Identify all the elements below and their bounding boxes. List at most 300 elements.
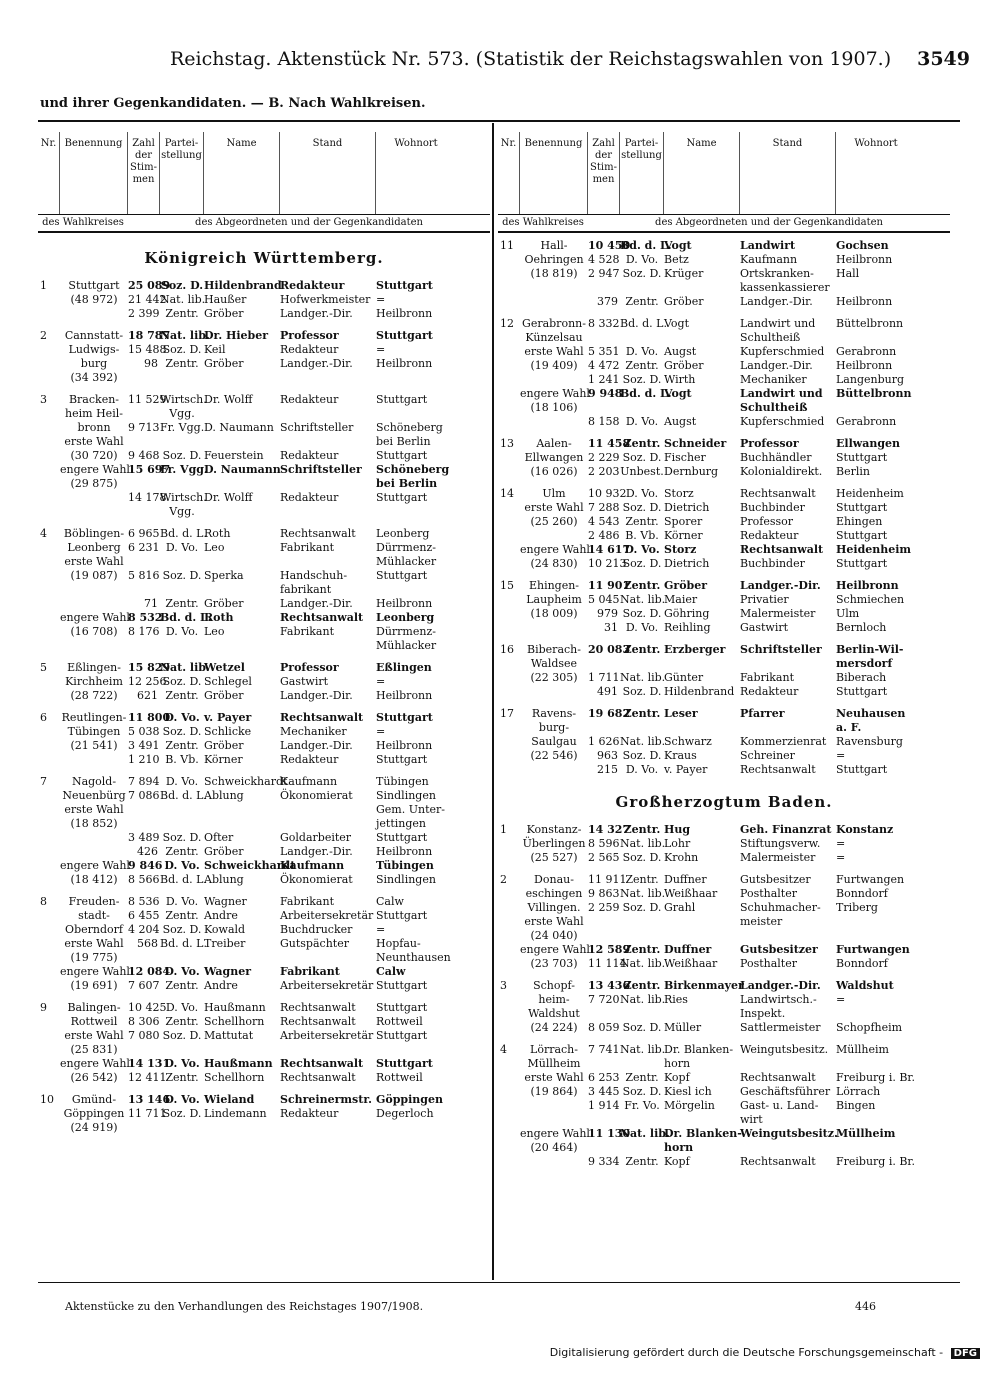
vote-count: 2 229: [588, 451, 620, 464]
district-nr: [38, 407, 60, 421]
vote-count: 11 458: [588, 437, 631, 450]
vote-count: [128, 951, 160, 965]
occupation: Rechtsanwalt: [280, 1015, 356, 1028]
candidate-name: [204, 371, 280, 385]
hdr-stand: Stand: [280, 132, 376, 214]
party: D. Vo.: [164, 965, 200, 978]
table-row: [498, 1057, 950, 1071]
table-header-right: [498, 132, 950, 215]
vote-count: 18 787: [128, 329, 171, 342]
district-name: (24 919): [70, 1121, 118, 1134]
district-name: (25 527): [530, 851, 578, 864]
table-row: [38, 859, 490, 873]
vote-count: 979: [597, 607, 618, 620]
residence: Sindlingen: [376, 789, 436, 802]
party: Zentr.: [625, 359, 659, 372]
district-nr: [38, 435, 60, 449]
district-nr: [498, 267, 520, 281]
candidate-name: Schellhorn: [204, 1071, 265, 1084]
party: B. Vb.: [625, 529, 659, 542]
party: D. Vo.: [164, 1057, 200, 1070]
district-nr: [498, 721, 520, 735]
vote-count: 7 086: [128, 789, 160, 802]
district-name: (25 831): [70, 1043, 118, 1056]
district-name: Lörrach-: [530, 1043, 578, 1056]
residence: [376, 1121, 456, 1135]
residence: Calw: [376, 895, 404, 908]
table-row: [38, 951, 490, 965]
district-name: (23 703): [530, 957, 578, 970]
table-row: [498, 851, 950, 865]
residence: Heilbronn: [376, 689, 433, 702]
district-name: eschingen: [525, 887, 583, 900]
vote-count: 4 543: [588, 515, 620, 528]
district-name: (19 775): [70, 951, 118, 964]
vote-count: [128, 555, 160, 569]
occupation: [280, 1121, 376, 1135]
district-name: Eßlingen-: [67, 661, 121, 674]
candidate-name: Schlicke: [204, 725, 252, 738]
residence: [836, 401, 916, 415]
district-nr: [38, 307, 60, 321]
district-nr: [38, 611, 60, 625]
occupation: Posthalter: [740, 887, 797, 900]
table-row: [38, 937, 490, 951]
occupation: [280, 817, 376, 831]
residence: [376, 1043, 456, 1057]
residence: Büttelbronn: [836, 317, 904, 330]
district-name: (18 412): [70, 873, 118, 886]
candidate-name: Augst: [664, 415, 697, 428]
district-nr: [498, 515, 520, 529]
district-name: heim-: [538, 993, 570, 1006]
vote-count: [128, 371, 160, 385]
district-name: (16 708): [70, 625, 118, 638]
district-nr: [498, 401, 520, 415]
occupation: Posthalter: [740, 957, 797, 970]
occupation: [740, 929, 836, 943]
district-name: (22 546): [530, 749, 578, 762]
district-name: [60, 597, 128, 611]
party: [160, 803, 204, 817]
candidate-name: [664, 281, 740, 295]
table-row: [498, 657, 950, 671]
district-name: Nagold-: [71, 775, 117, 788]
district-nr: 14: [500, 487, 514, 500]
residence: Langenburg: [836, 373, 905, 386]
district-nr: 17: [500, 707, 514, 720]
vote-count: [588, 915, 620, 929]
candidate-name: Betz: [664, 253, 689, 266]
candidate-name: Feuerstein: [204, 449, 264, 462]
vote-count: 21 442: [128, 293, 167, 306]
party: Zentr.: [165, 1071, 199, 1084]
vote-count: 963: [597, 749, 618, 762]
occupation: Ökonomierat: [280, 873, 353, 886]
occupation: [280, 477, 376, 491]
candidate-name: Reihling: [664, 621, 711, 634]
vote-count: 3 445: [588, 1085, 620, 1098]
table-row: [38, 625, 490, 639]
party: Soz. D.: [622, 451, 662, 464]
occupation: Landger.-Dir.: [280, 845, 353, 858]
district-nr: 1: [500, 823, 507, 836]
residence: Ulm: [836, 607, 860, 620]
occupation: Rechtsanwalt: [740, 543, 824, 556]
table-row: [498, 515, 950, 529]
table-row: [38, 803, 490, 817]
vote-count: 11 911: [588, 873, 627, 886]
occupation: [280, 505, 376, 519]
occupation: [740, 721, 836, 735]
party: Vgg.: [169, 407, 195, 420]
district-nr: [38, 597, 60, 611]
district-name: Laupheim: [526, 593, 582, 606]
vote-count: 1 241: [588, 373, 620, 386]
residence: =: [836, 749, 846, 762]
vote-count: 8 059: [588, 1021, 620, 1034]
table-row: [498, 415, 950, 429]
district-nr: [38, 873, 60, 887]
party: [160, 555, 204, 569]
district-nr: [498, 671, 520, 685]
district-nr: [38, 845, 60, 859]
candidate-name: Andre: [204, 979, 238, 992]
table-row: [38, 909, 490, 923]
occupation: Kaufmann: [280, 775, 338, 788]
district-name: erste Wahl: [64, 555, 124, 568]
candidate-name: Erzberger: [664, 643, 726, 656]
residence: [836, 1113, 916, 1127]
district-name: engere Wahl: [60, 463, 130, 476]
occupation: Redakteur: [280, 1107, 339, 1120]
district-name: [60, 753, 128, 767]
party: Soz. D.: [162, 1029, 202, 1042]
district-name: Hall-: [540, 239, 568, 252]
candidate-name: [664, 657, 740, 671]
district-name: Waldsee: [530, 657, 578, 670]
vote-count: 6 965: [128, 527, 160, 540]
table-row: [498, 671, 950, 685]
occupation: Schriftsteller: [280, 463, 362, 476]
candidate-name: Dernburg: [664, 465, 719, 478]
candidate-name: [664, 1007, 740, 1021]
table-row: [38, 279, 490, 293]
party: [620, 721, 664, 735]
district-nr: [498, 685, 520, 699]
residence: Bonndorf: [836, 957, 888, 970]
vote-count: [588, 281, 620, 295]
vote-count: 12 589: [588, 943, 631, 956]
district-nr: 2: [500, 873, 507, 886]
residence: =: [836, 837, 846, 850]
party: Vgg.: [169, 505, 195, 518]
district-name: Aalen-: [536, 437, 572, 450]
vote-count: [588, 401, 620, 415]
candidate-name: Birkenmayer: [664, 979, 744, 992]
table-row: [38, 293, 490, 307]
table-row: [498, 707, 950, 721]
party: Nat. lib.: [620, 957, 666, 970]
district-name: Überlingen: [522, 837, 586, 850]
party: Zentr.: [623, 823, 661, 836]
candidate-name: Lohr: [664, 837, 691, 850]
candidate-name: Kopf: [664, 1155, 690, 1168]
residence: Bernloch: [836, 621, 887, 634]
vote-count: [128, 639, 160, 653]
party: Nat. lib.: [620, 837, 666, 850]
candidate-name: [204, 803, 280, 817]
candidate-name: Hildenbrand: [204, 279, 282, 292]
occupation: [740, 1057, 836, 1071]
vote-count: 621: [137, 689, 158, 702]
vote-count: 3 491: [128, 739, 160, 752]
vote-count: [588, 1141, 620, 1155]
district-nr: [38, 725, 60, 739]
district-nr: [38, 293, 60, 307]
table-row: [38, 789, 490, 803]
party: [620, 1113, 664, 1127]
candidate-name: Wirth: [664, 373, 696, 386]
table-row: [498, 359, 950, 373]
district-nr: [38, 831, 60, 845]
residence: Heilbronn: [836, 579, 899, 592]
candidate-name: Augst: [664, 345, 697, 358]
district-nr: [38, 555, 60, 569]
table-row: [498, 979, 950, 993]
candidate-name: Ries: [664, 993, 688, 1006]
district-name: (16 026): [530, 465, 578, 478]
party: Zentr.: [165, 1015, 199, 1028]
district-nr: [498, 1127, 520, 1141]
table-row: [498, 1141, 950, 1155]
occupation: Rechtsanwalt: [740, 763, 816, 776]
vote-count: 5 816: [128, 569, 160, 582]
residence: jettingen: [376, 817, 426, 830]
table-row: [38, 689, 490, 703]
residence: Freiburg i. Br.: [836, 1071, 915, 1084]
residence: Furtwangen: [836, 873, 905, 886]
district-nr: [498, 465, 520, 479]
candidate-name: Schweickhardt: [204, 859, 296, 872]
candidate-name: horn: [664, 1141, 694, 1154]
vote-count: 8 176: [128, 625, 160, 638]
party: Zentr.: [165, 307, 199, 320]
table-row: [38, 873, 490, 887]
residence: =: [376, 343, 386, 356]
candidate-name: Mattutat: [204, 1029, 254, 1042]
residence: Stuttgart: [376, 1057, 433, 1070]
vote-count: 7 288: [588, 501, 620, 514]
district-nr: [498, 621, 520, 635]
vote-count: 1 914: [588, 1099, 620, 1112]
vote-count: 9 948: [588, 387, 623, 400]
candidate-name: Ablung: [204, 789, 244, 802]
district-nr: [38, 371, 60, 385]
vote-count: 2 203: [588, 465, 620, 478]
occupation: Schreiner: [740, 749, 795, 762]
vote-count: [128, 407, 160, 421]
vote-count: 12 256: [128, 675, 167, 688]
vote-count: [588, 929, 620, 943]
occupation: kassenkassierer: [740, 281, 830, 294]
residence: Biberach: [836, 671, 887, 684]
party: [620, 1141, 664, 1155]
table-row: [38, 965, 490, 979]
vote-count: 4 472: [588, 359, 620, 372]
district-nr: [38, 789, 60, 803]
table-row: [38, 491, 490, 505]
residence: Hopfau-: [376, 937, 421, 950]
party: D. Vo.: [624, 543, 660, 556]
party: [160, 435, 204, 449]
party: Soz. D.: [622, 851, 662, 864]
district-nr: [38, 625, 60, 639]
table-row: [38, 343, 490, 357]
candidate-name: Dr. Blanken-: [664, 1043, 734, 1056]
party: Zentr.: [625, 1155, 659, 1168]
table-row: [38, 639, 490, 653]
party: Bd. d. L.: [160, 789, 207, 802]
residence: mersdorf: [836, 657, 893, 670]
candidate-name: Hug: [664, 823, 691, 836]
district-nr: [38, 909, 60, 923]
district-nr: [498, 1155, 520, 1169]
district-nr: [38, 817, 60, 831]
table-row: [38, 1001, 490, 1015]
occupation: Redakteur: [280, 491, 339, 504]
candidate-name: Leser: [664, 707, 698, 720]
residence: bei Berlin: [376, 435, 431, 448]
table-row: [498, 295, 950, 309]
occupation: Hofwerkmeister: [280, 293, 371, 306]
party: Wirtsch.: [160, 393, 207, 406]
vote-count: 2 565: [588, 851, 620, 864]
table-row: [498, 501, 950, 515]
district-name: (28 722): [70, 689, 118, 702]
district-nr: [38, 965, 60, 979]
table-row: [498, 267, 950, 281]
table-row: [498, 1127, 950, 1141]
party: Soz. D.: [622, 1085, 662, 1098]
table-row: [498, 749, 950, 763]
residence: Degerloch: [376, 1107, 434, 1120]
occupation: Gastwirt: [740, 621, 789, 634]
vote-count: 1 626: [588, 735, 620, 748]
candidate-name: [204, 639, 280, 653]
district-name: Göppingen: [63, 1107, 125, 1120]
district-nr: [498, 359, 520, 373]
table-row: [38, 1015, 490, 1029]
hdr-nr: Nr.: [38, 132, 60, 214]
district-name: Oberndorf: [65, 923, 123, 936]
district-nr: [498, 1057, 520, 1071]
district-nr: 3: [40, 393, 47, 406]
occupation: [280, 951, 376, 965]
district-nr: 7: [40, 775, 47, 788]
district-name: (24 224): [530, 1021, 578, 1034]
occupation: Buchbinder: [740, 557, 805, 570]
vote-count: [128, 435, 160, 449]
vote-count: [128, 817, 160, 831]
vote-count: 10 450: [588, 239, 631, 252]
right-rows-baden: [498, 823, 950, 1169]
occupation: Gutspächter: [280, 937, 349, 950]
table-row: [498, 465, 950, 479]
district-name: Gerabronn-: [522, 317, 586, 330]
occupation: Stiftungsverw.: [740, 837, 821, 850]
party: Zentr.: [165, 689, 199, 702]
table-row: [38, 1121, 490, 1135]
occupation: Landger.-Dir.: [740, 359, 813, 372]
occupation: Ökonomierat: [280, 789, 353, 802]
candidate-name: Dr. Hieber: [204, 329, 269, 342]
hdr-row2-right: des Abgeordneten und der Gegenkandidaten: [195, 217, 423, 228]
district-name: engere Wahl: [520, 943, 590, 956]
table-row: [38, 895, 490, 909]
party: Bd. d. L.: [160, 527, 207, 540]
district-name: heim Heil-: [65, 407, 123, 420]
party: [620, 331, 664, 345]
vote-count: [128, 1121, 160, 1135]
occupation: Schriftsteller: [280, 421, 354, 434]
residence: Dürrmenz-: [376, 541, 436, 554]
residence: Rottweil: [376, 1071, 423, 1084]
district-nr: [498, 607, 520, 621]
occupation: Fabrikant: [280, 895, 334, 908]
district-nr: [498, 593, 520, 607]
occupation: Weingutsbesitz.: [740, 1127, 838, 1140]
vote-count: 7 720: [588, 993, 620, 1006]
table-row: [498, 579, 950, 593]
candidate-name: Schneider: [664, 437, 727, 450]
district-nr: [498, 1007, 520, 1021]
residence: Neunthausen: [376, 951, 451, 964]
district-name: Schopf-: [533, 979, 575, 992]
residence: [836, 1057, 916, 1071]
party: Bd. d. L.: [620, 239, 672, 252]
residence: Heilbronn: [376, 357, 433, 370]
occupation: [740, 657, 836, 671]
table-row: [498, 1113, 950, 1127]
candidate-name: D. Naumann: [204, 421, 274, 434]
hdr-wohnort: Wohnort: [854, 138, 898, 149]
residence: Mühlacker: [376, 555, 437, 568]
occupation: Fabrikant: [280, 965, 340, 978]
table-row: [38, 739, 490, 753]
candidate-name: Gröber: [204, 357, 244, 370]
party: Zentr.: [625, 873, 659, 886]
residence: Stuttgart: [376, 711, 433, 724]
table-row: [38, 569, 490, 583]
table-row: [498, 1007, 950, 1021]
candidate-name: Roth: [204, 611, 234, 624]
party: Soz. D.: [162, 1107, 202, 1120]
party: D. Vo.: [164, 1093, 200, 1106]
vote-count: 5 045: [588, 593, 620, 606]
table-row: [498, 401, 950, 415]
residence: Heilbronn: [836, 295, 893, 308]
party: D. Vo.: [165, 895, 199, 908]
district-nr: [38, 803, 60, 817]
party: Soz. D.: [160, 279, 204, 292]
district-name: [520, 1099, 588, 1113]
vote-count: 15 697: [128, 463, 171, 476]
district-nr: [38, 639, 60, 653]
district-nr: [38, 1043, 60, 1057]
occupation: Arbeitersekretär: [280, 979, 374, 992]
district-nr: [498, 295, 520, 309]
